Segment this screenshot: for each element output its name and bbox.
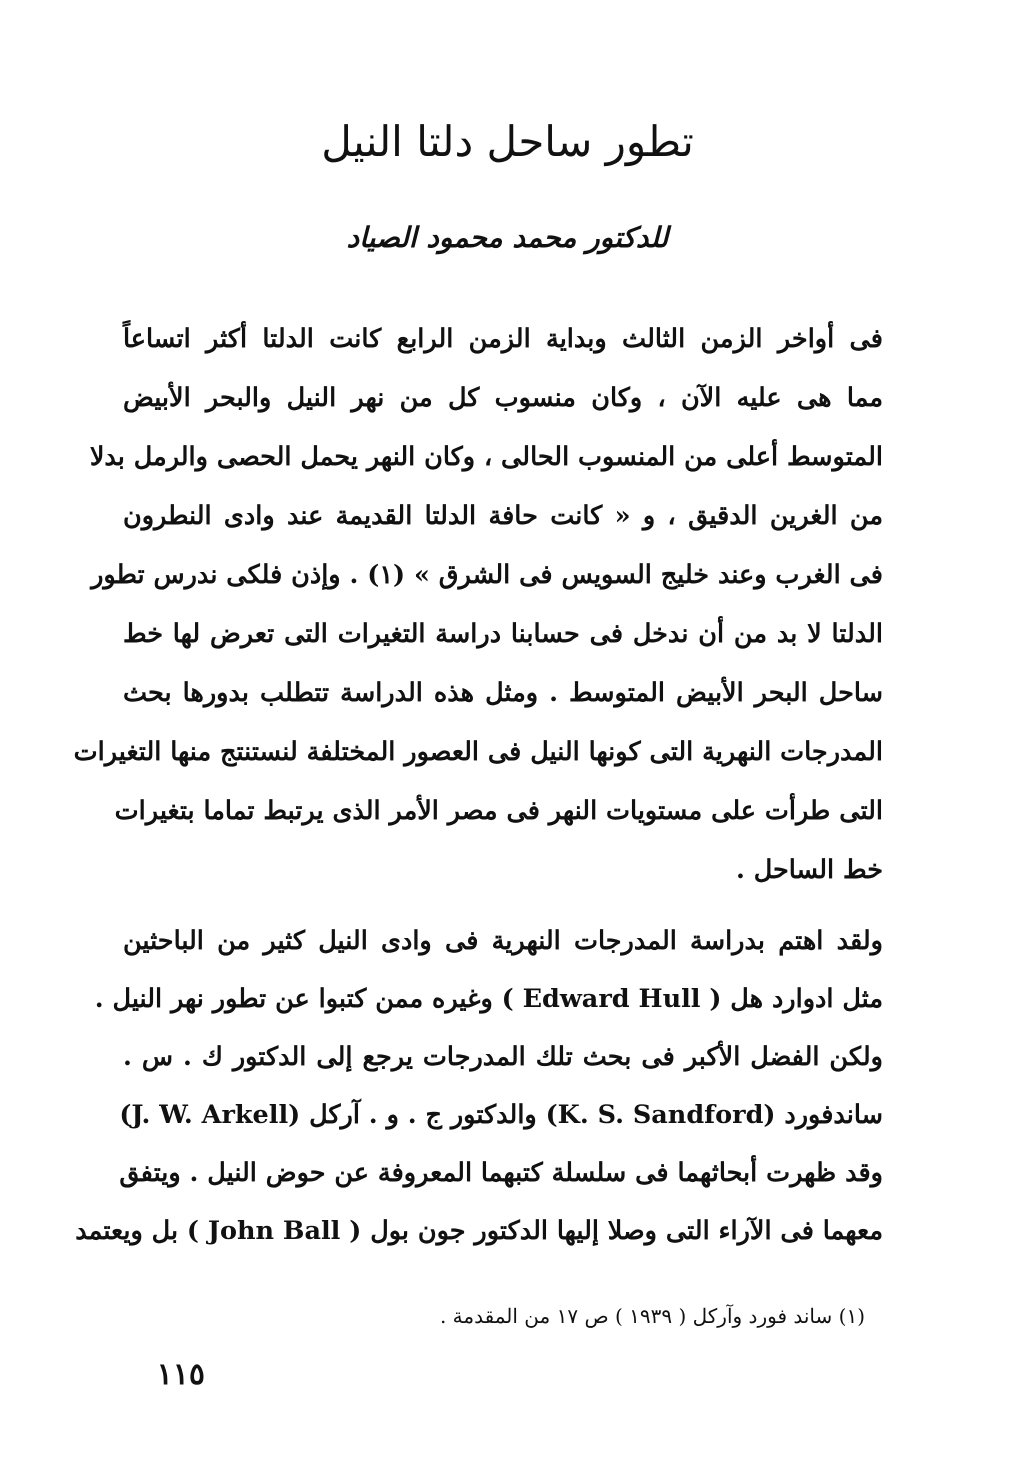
paragraph-2 xyxy=(75,912,883,1260)
footnote: (١) ساند فورد وآركل ( ١٩٣٩ ) ص ١٧ من المقدمة . xyxy=(439,1304,865,1328)
paragraph-2-line: وقد ظهرت أبحاثهما فى سلسلة كتبهما المعروفة عن حوض النيل . ويتفق xyxy=(119,1158,883,1188)
paragraph-1-last-line: خط الساحل . xyxy=(735,855,883,885)
paragraph-1-line: فى الغرب وعند خليج السويس فى الشرق » (١) . وإذن فلكى ندرس تطور xyxy=(91,560,883,590)
article-title: تطور ساحل دلتا النيل xyxy=(321,117,694,166)
paragraph-1-line: المتوسط أعلى من المنسوب الحالى ، وكان النهر يحمل الحصى والرمل بدلا xyxy=(89,442,883,472)
paragraph-1-line: من الغرين الدقيق ، و « كانت حافة الدلتا القديمة عند وادى النطرون xyxy=(123,501,883,531)
paragraph-1-line: المدرجات النهرية التى كونها النيل فى العصور المختلفة لنستنتج منها التغيرات xyxy=(73,737,883,767)
paragraph-1-line: ساحل البحر الأبيض المتوسط . ومثل هذه الدراسة تتطلب بدورها بحث xyxy=(123,678,883,708)
paragraph-1-line: مما هى عليه الآن ، وكان منسوب كل من نهر النيل والبحر الأبيض xyxy=(123,383,883,413)
paragraph-2-line: معهما فى الآراء التى وصلا إليها الدكتور جون بول ( John Ball ) بل ويعتمد xyxy=(75,1216,883,1246)
paragraph-1-line: الدلتا لا بد من أن ندخل فى حسابنا دراسة التغيرات التى تعرض لها خط xyxy=(123,619,883,649)
paragraph-2-line: مثل ادوارد هل ( Edward Hull ) وغيره ممن كتبوا عن تطور نهر النيل . xyxy=(94,984,883,1014)
paragraph-2-line: ساندفورد (K. S. Sandford) والدكتور ج . و . آركل (J. W. Arkell) xyxy=(119,1100,883,1130)
paragraph-1 xyxy=(73,310,883,900)
paragraph-2-line: ولكن الفضل الأكبر فى بحث تلك المدرجات يرجع إلى الدكتور ك . س . xyxy=(123,1042,883,1072)
paragraph-1-line: التى طرأت على مستويات النهر فى مصر الأمر الذى يرتبط تماما بتغيرات xyxy=(114,796,883,826)
paragraph-1-line: فى أواخر الزمن الثالث وبداية الزمن الرابع كانت الدلتا أكثر اتساعاً xyxy=(123,324,883,354)
paragraph-2-line: ولقد اهتم بدراسة المدرجات النهرية فى وادى النيل كثير من الباحثين xyxy=(123,926,883,956)
page-number: ١١٥ xyxy=(156,1357,205,1392)
article-author: للدكتور محمد محمود الصياد xyxy=(346,221,669,254)
